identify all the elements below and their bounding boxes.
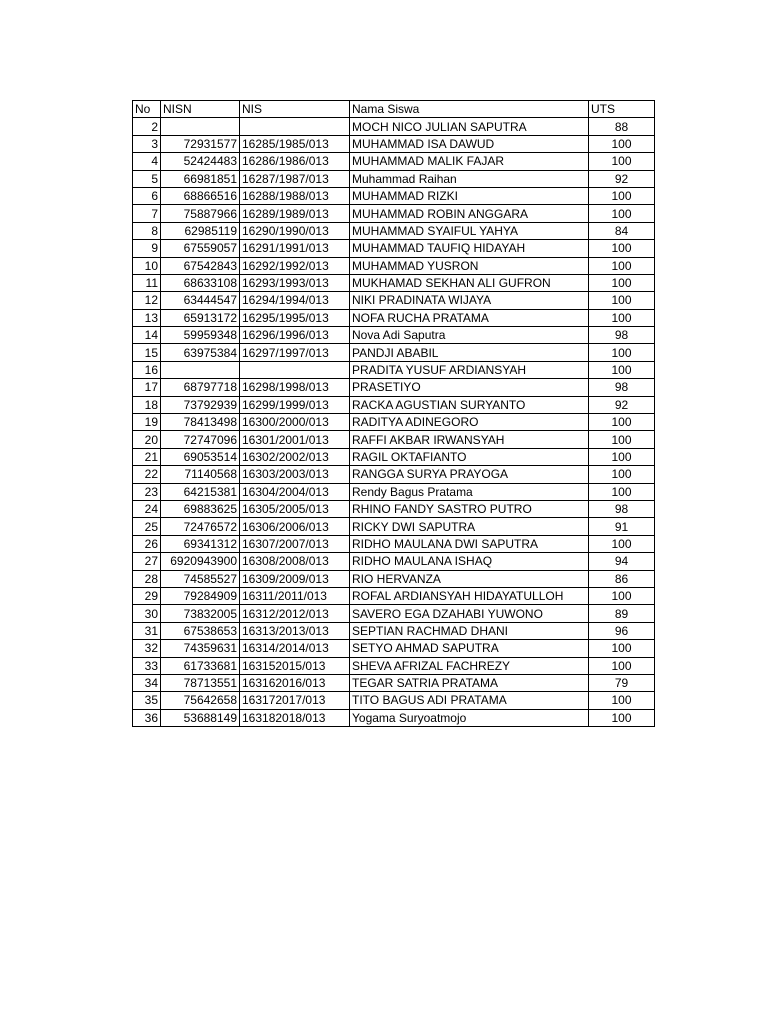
table-row	[133, 240, 655, 257]
cell-nis: 16292/1992/013	[240, 257, 350, 274]
cell-name: SETYO AHMAD SAPUTRA	[350, 640, 589, 657]
cell-no: 27	[133, 553, 161, 570]
cell-uts: 96	[589, 622, 655, 639]
cell-nis	[240, 118, 350, 135]
table-row	[133, 535, 655, 552]
cell-nis: 16302/2002/013	[240, 448, 350, 465]
cell-nisn: 69053514	[161, 448, 240, 465]
cell-nis: 16306/2006/013	[240, 518, 350, 535]
table-row	[133, 709, 655, 726]
cell-name: MUHAMMAD ROBIN ANGGARA	[350, 205, 589, 222]
cell-nisn: 79284909	[161, 587, 240, 604]
table-row	[133, 170, 655, 187]
cell-nis: 16311/2011/013	[240, 587, 350, 604]
table-body	[133, 118, 655, 727]
student-score-sheet	[132, 100, 654, 727]
cell-uts: 100	[589, 187, 655, 204]
cell-name: SEPTIAN RACHMAD DHANI	[350, 622, 589, 639]
cell-nis: 16295/1995/013	[240, 309, 350, 326]
cell-uts: 100	[589, 414, 655, 431]
header-row	[133, 101, 655, 118]
cell-nis: 163152015/013	[240, 657, 350, 674]
cell-name: Yogama Suryoatmojo	[350, 709, 589, 726]
cell-no: 32	[133, 640, 161, 657]
cell-nis: 16300/2000/013	[240, 414, 350, 431]
cell-nisn: 67542843	[161, 257, 240, 274]
cell-nisn: 71140568	[161, 466, 240, 483]
cell-uts: 100	[589, 535, 655, 552]
table-row	[133, 274, 655, 291]
header-name: Nama Siswa	[350, 101, 589, 118]
cell-uts: 100	[589, 431, 655, 448]
cell-uts: 92	[589, 170, 655, 187]
cell-no: 13	[133, 309, 161, 326]
cell-name: RIDHO MAULANA ISHAQ	[350, 553, 589, 570]
cell-uts: 100	[589, 292, 655, 309]
table-row	[133, 466, 655, 483]
cell-name: RIO HERVANZA	[350, 570, 589, 587]
cell-name: RHINO FANDY SASTRO PUTRO	[350, 500, 589, 517]
cell-name: TITO BAGUS ADI PRATAMA	[350, 692, 589, 709]
cell-name: TEGAR SATRIA PRATAMA	[350, 674, 589, 691]
cell-nisn: 66981851	[161, 170, 240, 187]
cell-nisn: 62985119	[161, 222, 240, 239]
cell-no: 36	[133, 709, 161, 726]
cell-uts: 92	[589, 396, 655, 413]
cell-uts: 100	[589, 587, 655, 604]
cell-no: 15	[133, 344, 161, 361]
table-row	[133, 187, 655, 204]
table-row	[133, 292, 655, 309]
cell-uts: 100	[589, 483, 655, 500]
cell-nis: 163172017/013	[240, 692, 350, 709]
cell-name: RACKA AGUSTIAN SURYANTO	[350, 396, 589, 413]
cell-name: NOFA RUCHA PRATAMA	[350, 309, 589, 326]
cell-nisn: 52424483	[161, 153, 240, 170]
cell-nis: 16313/2013/013	[240, 622, 350, 639]
cell-nisn: 74585527	[161, 570, 240, 587]
table-row	[133, 674, 655, 691]
cell-name: MUHAMMAD RIZKI	[350, 187, 589, 204]
cell-name: MUHAMMAD ISA DAWUD	[350, 135, 589, 152]
cell-uts: 79	[589, 674, 655, 691]
cell-name: Muhammad Raihan	[350, 170, 589, 187]
cell-name: MUKHAMAD SEKHAN ALI GUFRON	[350, 274, 589, 291]
table-row	[133, 327, 655, 344]
cell-nis: 16299/1999/013	[240, 396, 350, 413]
cell-name: RICKY DWI SAPUTRA	[350, 518, 589, 535]
table-row	[133, 257, 655, 274]
cell-no: 6	[133, 187, 161, 204]
cell-name: MUHAMMAD SYAIFUL YAHYA	[350, 222, 589, 239]
cell-nis: 16293/1993/013	[240, 274, 350, 291]
cell-uts: 100	[589, 257, 655, 274]
cell-no: 16	[133, 361, 161, 378]
cell-no: 21	[133, 448, 161, 465]
cell-uts: 100	[589, 448, 655, 465]
cell-uts: 100	[589, 344, 655, 361]
cell-nisn: 68633108	[161, 274, 240, 291]
cell-uts: 100	[589, 640, 655, 657]
cell-no: 7	[133, 205, 161, 222]
cell-no: 30	[133, 605, 161, 622]
table-row	[133, 344, 655, 361]
cell-nis: 163162016/013	[240, 674, 350, 691]
cell-no: 3	[133, 135, 161, 152]
cell-uts: 100	[589, 205, 655, 222]
cell-no: 35	[133, 692, 161, 709]
cell-name: RADITYA ADINEGORO	[350, 414, 589, 431]
table-row	[133, 657, 655, 674]
cell-nis: 16308/2008/013	[240, 553, 350, 570]
cell-no: 26	[133, 535, 161, 552]
cell-no: 8	[133, 222, 161, 239]
cell-no: 22	[133, 466, 161, 483]
cell-nis: 16312/2012/013	[240, 605, 350, 622]
table-row	[133, 431, 655, 448]
student-table	[132, 100, 655, 727]
cell-uts: 100	[589, 274, 655, 291]
cell-nisn: 63444547	[161, 292, 240, 309]
cell-no: 34	[133, 674, 161, 691]
table-row	[133, 309, 655, 326]
cell-nisn: 59959348	[161, 327, 240, 344]
cell-no: 25	[133, 518, 161, 535]
cell-no: 12	[133, 292, 161, 309]
table-row	[133, 640, 655, 657]
table-row	[133, 361, 655, 378]
cell-no: 2	[133, 118, 161, 135]
cell-uts: 100	[589, 692, 655, 709]
cell-nis: 16314/2014/013	[240, 640, 350, 657]
cell-name: MOCH NICO JULIAN SAPUTRA	[350, 118, 589, 135]
cell-nis: 163182018/013	[240, 709, 350, 726]
cell-nisn: 73792939	[161, 396, 240, 413]
cell-nisn: 6920943900	[161, 553, 240, 570]
cell-nisn: 78713551	[161, 674, 240, 691]
cell-nis: 16285/1985/013	[240, 135, 350, 152]
cell-name: MUHAMMAD TAUFIQ HIDAYAH	[350, 240, 589, 257]
cell-uts: 100	[589, 153, 655, 170]
cell-no: 17	[133, 379, 161, 396]
cell-no: 31	[133, 622, 161, 639]
cell-uts: 98	[589, 500, 655, 517]
cell-nis: 16307/2007/013	[240, 535, 350, 552]
header-nisn: NISN	[161, 101, 240, 118]
cell-nis: 16309/2009/013	[240, 570, 350, 587]
cell-name: MUHAMMAD MALIK FAJAR	[350, 153, 589, 170]
cell-name: PANDJI ABABIL	[350, 344, 589, 361]
table-row	[133, 622, 655, 639]
table-row	[133, 414, 655, 431]
cell-uts: 100	[589, 135, 655, 152]
cell-nisn: 68866516	[161, 187, 240, 204]
cell-no: 14	[133, 327, 161, 344]
cell-uts: 100	[589, 657, 655, 674]
cell-name: Rendy Bagus Pratama	[350, 483, 589, 500]
cell-uts: 100	[589, 240, 655, 257]
cell-nis: 16288/1988/013	[240, 187, 350, 204]
cell-nisn: 64215381	[161, 483, 240, 500]
cell-name: SHEVA AFRIZAL FACHREZY	[350, 657, 589, 674]
cell-nis	[240, 361, 350, 378]
table-row	[133, 379, 655, 396]
table-row	[133, 553, 655, 570]
cell-no: 11	[133, 274, 161, 291]
cell-no: 4	[133, 153, 161, 170]
cell-nis: 16297/1997/013	[240, 344, 350, 361]
cell-name: RAGIL OKTAFIANTO	[350, 448, 589, 465]
cell-nisn: 75642658	[161, 692, 240, 709]
cell-nisn: 65913172	[161, 309, 240, 326]
cell-nis: 16298/1998/013	[240, 379, 350, 396]
table-row	[133, 396, 655, 413]
cell-name: PRADITA YUSUF ARDIANSYAH	[350, 361, 589, 378]
cell-no: 23	[133, 483, 161, 500]
cell-nisn: 67559057	[161, 240, 240, 257]
cell-nisn: 69883625	[161, 500, 240, 517]
cell-no: 24	[133, 500, 161, 517]
cell-no: 33	[133, 657, 161, 674]
cell-no: 28	[133, 570, 161, 587]
cell-uts: 89	[589, 605, 655, 622]
cell-uts: 100	[589, 361, 655, 378]
cell-nis: 16305/2005/013	[240, 500, 350, 517]
cell-nisn: 78413498	[161, 414, 240, 431]
cell-nisn: 72476572	[161, 518, 240, 535]
header-no: No	[133, 101, 161, 118]
cell-no: 10	[133, 257, 161, 274]
cell-uts: 84	[589, 222, 655, 239]
table-row	[133, 518, 655, 535]
cell-nisn: 72747096	[161, 431, 240, 448]
cell-nisn: 68797718	[161, 379, 240, 396]
cell-no: 19	[133, 414, 161, 431]
cell-nisn	[161, 361, 240, 378]
cell-name: SAVERO EGA DZAHABI YUWONO	[350, 605, 589, 622]
cell-uts: 100	[589, 709, 655, 726]
cell-no: 18	[133, 396, 161, 413]
table-row	[133, 692, 655, 709]
table-row	[133, 587, 655, 604]
cell-uts: 100	[589, 309, 655, 326]
cell-nisn: 73832005	[161, 605, 240, 622]
cell-nis: 16286/1986/013	[240, 153, 350, 170]
cell-no: 5	[133, 170, 161, 187]
table-row	[133, 500, 655, 517]
table-row	[133, 222, 655, 239]
cell-nis: 16291/1991/013	[240, 240, 350, 257]
cell-nisn	[161, 118, 240, 135]
cell-nisn: 61733681	[161, 657, 240, 674]
cell-nis: 16304/2004/013	[240, 483, 350, 500]
header-nis: NIS	[240, 101, 350, 118]
cell-nis: 16294/1994/013	[240, 292, 350, 309]
cell-uts: 91	[589, 518, 655, 535]
cell-uts: 94	[589, 553, 655, 570]
cell-nis: 16290/1990/013	[240, 222, 350, 239]
cell-name: PRASETIYO	[350, 379, 589, 396]
cell-uts: 88	[589, 118, 655, 135]
cell-nis: 16289/1989/013	[240, 205, 350, 222]
table-row	[133, 205, 655, 222]
cell-nis: 16296/1996/013	[240, 327, 350, 344]
cell-nis: 16301/2001/013	[240, 431, 350, 448]
cell-name: RIDHO MAULANA DWI SAPUTRA	[350, 535, 589, 552]
cell-nis: 16303/2003/013	[240, 466, 350, 483]
cell-name: RANGGA SURYA PRAYOGA	[350, 466, 589, 483]
cell-nisn: 63975384	[161, 344, 240, 361]
cell-name: MUHAMMAD YUSRON	[350, 257, 589, 274]
cell-uts: 98	[589, 327, 655, 344]
cell-nisn: 67538653	[161, 622, 240, 639]
cell-uts: 98	[589, 379, 655, 396]
cell-nisn: 72931577	[161, 135, 240, 152]
cell-no: 20	[133, 431, 161, 448]
table-row	[133, 153, 655, 170]
table-row	[133, 118, 655, 135]
cell-name: NIKI PRADINATA WIJAYA	[350, 292, 589, 309]
table-row	[133, 483, 655, 500]
table-row	[133, 135, 655, 152]
cell-nisn: 53688149	[161, 709, 240, 726]
cell-nisn: 69341312	[161, 535, 240, 552]
cell-name: RAFFI AKBAR IRWANSYAH	[350, 431, 589, 448]
cell-nisn: 75887966	[161, 205, 240, 222]
cell-nisn: 74359631	[161, 640, 240, 657]
table-row	[133, 570, 655, 587]
cell-nis: 16287/1987/013	[240, 170, 350, 187]
table-row	[133, 448, 655, 465]
table-row	[133, 605, 655, 622]
cell-no: 9	[133, 240, 161, 257]
header-uts: UTS	[589, 101, 655, 118]
cell-uts: 86	[589, 570, 655, 587]
cell-name: ROFAL ARDIANSYAH HIDAYATULLOH	[350, 587, 589, 604]
cell-uts: 100	[589, 466, 655, 483]
cell-no: 29	[133, 587, 161, 604]
cell-name: Nova Adi Saputra	[350, 327, 589, 344]
